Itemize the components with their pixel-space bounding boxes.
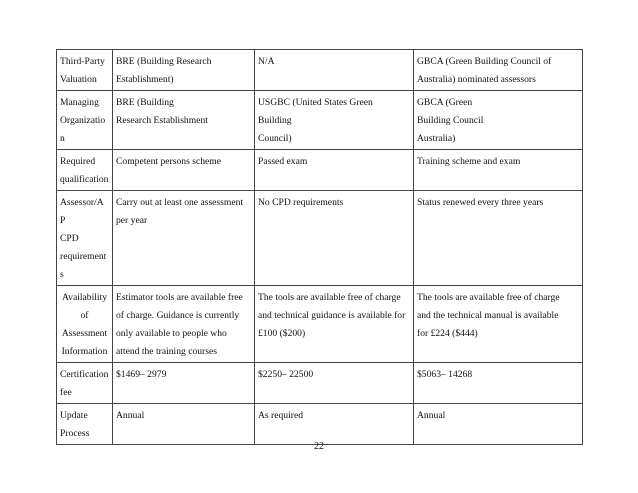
table-cell bbox=[414, 191, 583, 286]
row-header-cell bbox=[57, 91, 113, 150]
cell-text-line: USGBC (United States Green bbox=[258, 97, 373, 108]
cell-text-line: of charge. Guidance is currently bbox=[116, 310, 240, 321]
cell-text-line: Status renewed every three years bbox=[417, 197, 544, 208]
table-cell bbox=[414, 91, 583, 150]
table-cell bbox=[255, 191, 414, 286]
cell-text-line: Passed exam bbox=[258, 156, 308, 167]
row-header-cell bbox=[57, 191, 113, 286]
cell-text-line: Competent persons scheme bbox=[116, 156, 221, 167]
cell-text-line: Required bbox=[60, 156, 96, 167]
table-cell bbox=[414, 50, 583, 91]
table-cell bbox=[414, 404, 583, 445]
cell-text-line: BRE (Building Research bbox=[116, 56, 212, 67]
table-cell bbox=[255, 91, 414, 150]
table-cell bbox=[255, 404, 414, 445]
table-cell bbox=[113, 91, 255, 150]
row-third-party-valuation bbox=[57, 50, 583, 91]
cell-text-line: Training scheme and exam bbox=[417, 156, 521, 167]
table-cell bbox=[113, 363, 255, 404]
table-body bbox=[57, 50, 583, 445]
cell-text-line: Assessor/AP bbox=[60, 197, 104, 226]
row-header-cell bbox=[57, 286, 113, 363]
cell-text-line: Process bbox=[60, 428, 90, 439]
row-header-cell bbox=[57, 363, 113, 404]
cell-text-line: Australia) nominated assessors bbox=[417, 74, 536, 85]
cell-text-line: £100 ($200) bbox=[258, 328, 306, 339]
table-cell bbox=[255, 150, 414, 191]
cell-text-line: GBCA (Green bbox=[417, 97, 473, 108]
cell-text-line: per year bbox=[116, 215, 148, 226]
cell-text-line: Availability bbox=[61, 292, 108, 303]
cell-text-line: The tools are available free of charge bbox=[417, 292, 560, 303]
cell-text-line: Organization bbox=[60, 115, 106, 144]
cell-text-line: fee bbox=[60, 387, 72, 398]
cell-text-line: attend the training courses bbox=[116, 346, 217, 357]
cell-text-line: BRE (Building bbox=[116, 97, 174, 108]
cell-text-line: GBCA (Green Building Council of bbox=[417, 56, 552, 67]
row-header-cell bbox=[57, 404, 113, 445]
cell-text-line: Establishment) bbox=[116, 74, 174, 85]
cell-text-line: of bbox=[80, 310, 89, 321]
table-cell bbox=[255, 50, 414, 91]
cell-text-line: Australia) bbox=[417, 133, 456, 144]
cell-text-line: Council) bbox=[258, 133, 292, 144]
table-cell bbox=[113, 404, 255, 445]
cell-text-line: Managing bbox=[60, 97, 99, 108]
row-certification-fee bbox=[57, 363, 583, 404]
row-assessor-ap-cpd bbox=[57, 191, 583, 286]
cell-text-line: $1469– 2979 bbox=[116, 369, 167, 380]
cell-text-line: Building bbox=[258, 115, 292, 126]
cell-text-line: $2250– 22500 bbox=[258, 369, 314, 380]
cell-text-line: Assessment bbox=[61, 328, 108, 339]
cell-text-line: for £224 ($444) bbox=[417, 328, 478, 339]
cell-text-line: Update bbox=[60, 410, 88, 421]
cell-text-line: Building Council bbox=[417, 115, 484, 126]
cell-text-line: and the technical manual is available bbox=[417, 310, 559, 321]
cell-text-line: requirements bbox=[60, 251, 107, 280]
row-header-cell bbox=[57, 150, 113, 191]
page-number: 22 bbox=[314, 441, 324, 452]
cell-text-line: As required bbox=[258, 410, 304, 421]
cell-text-line: Certification bbox=[60, 369, 109, 380]
table-cell bbox=[414, 150, 583, 191]
cell-text-line: Valuation bbox=[60, 74, 97, 85]
cell-text-line: Annual bbox=[417, 410, 446, 421]
table-cell bbox=[414, 363, 583, 404]
cell-text-line: CPD bbox=[60, 233, 79, 244]
cell-text-line: The tools are available free of charge bbox=[258, 292, 401, 303]
cell-text-line: Research Establishment bbox=[116, 115, 208, 126]
cell-text-line: Carry out at least one assessment bbox=[116, 197, 244, 208]
table-cell bbox=[414, 286, 583, 363]
cell-text-line: Annual bbox=[116, 410, 145, 421]
cell-text-line: Information bbox=[61, 346, 108, 357]
row-managing-organization bbox=[57, 91, 583, 150]
row-availability-assessment-info bbox=[57, 286, 583, 363]
table-cell bbox=[113, 50, 255, 91]
table-cell bbox=[255, 286, 414, 363]
row-update-process bbox=[57, 404, 583, 445]
cell-text-line: No CPD requirements bbox=[258, 197, 344, 208]
cell-text-line: and technical guidance is available for bbox=[258, 310, 406, 321]
cell-text-line: Estimator tools are available free bbox=[116, 292, 243, 303]
cell-text-line: $5063– 14268 bbox=[417, 369, 473, 380]
table-cell bbox=[113, 191, 255, 286]
cell-text-line: qualification bbox=[60, 174, 109, 185]
table-cell bbox=[113, 150, 255, 191]
row-header-cell bbox=[57, 50, 113, 91]
cell-text-line: only available to people who bbox=[116, 328, 227, 339]
cell-text-line: N/A bbox=[258, 56, 275, 67]
table-cell bbox=[255, 363, 414, 404]
table-cell bbox=[113, 286, 255, 363]
comparison-table bbox=[56, 49, 583, 445]
row-required-qualification bbox=[57, 150, 583, 191]
cell-text-line: Third-Party bbox=[60, 56, 105, 67]
